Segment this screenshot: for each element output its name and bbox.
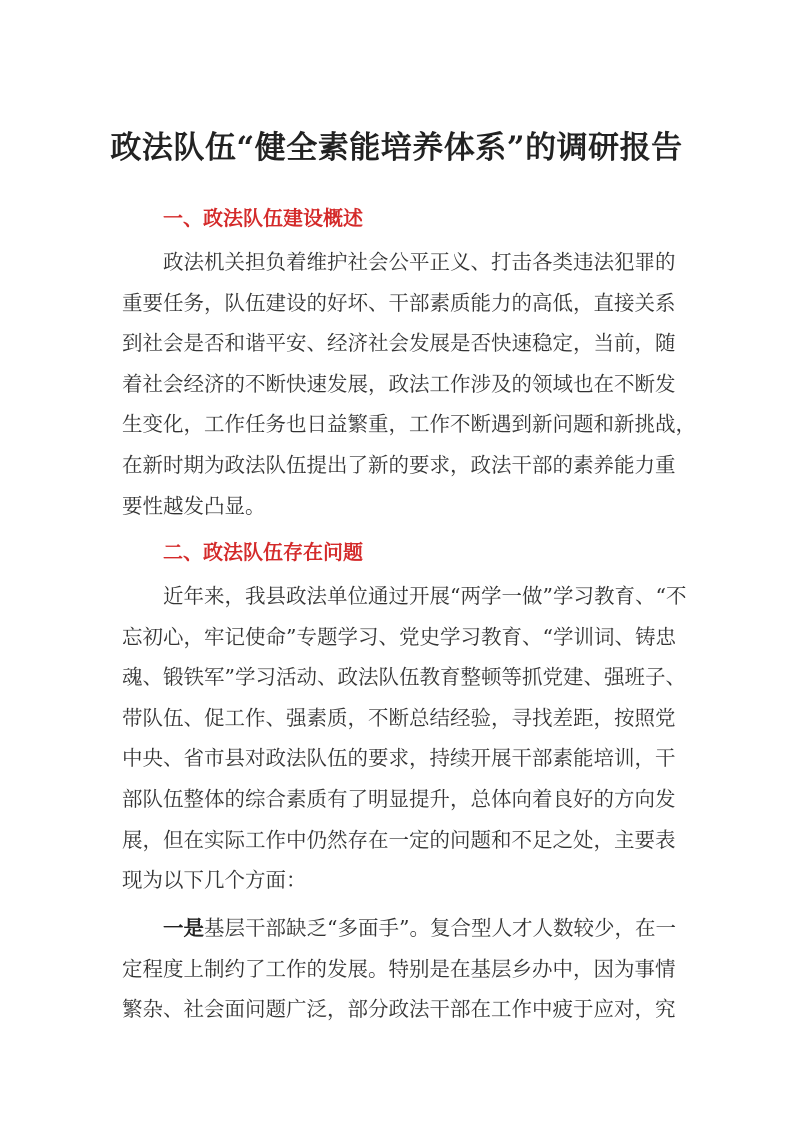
paragraph-line: 展，但在实际工作中仍然存在一定的问题和不足之处，主要表 [122, 827, 676, 852]
document-title: 政法队伍“健全素能培养体系”的调研报告 [110, 130, 683, 166]
paragraph-line: 近年来，我县政法单位通过开展“两学一做”学习教育、“不 [163, 584, 687, 608]
paragraph-line: 繁杂、社会面问题广泛，部分政法干部在工作中疲于应对，究 [122, 997, 676, 1022]
paragraph-line: 忘初心，牢记使命”专题学习、党史学习教育、“学训词、铸忠 [122, 624, 676, 649]
paragraph-line: 政法机关担负着维护社会公平正义、打击各类违法犯罪的 [163, 250, 676, 274]
paragraph-line: 魂、锻铁军”学习活动、政法队伍教育整顿等抓党建、强班子、 [122, 665, 686, 690]
paragraph-line: 生变化，工作任务也日益繁重，工作不断遇到新问题和新挑战， [122, 412, 696, 437]
paragraph-line: 在新时期为政法队伍提出了新的要求，政法干部的素养能力重 [122, 452, 676, 477]
paragraph-problems-intro [122, 576, 687, 901]
paragraph-line: 重要任务，队伍建设的好坏、干部素质能力的高低，直接关系 [122, 290, 676, 315]
section-heading-problems: 二、政法队伍存在问题 [163, 540, 363, 564]
paragraph-line: 带队伍、促工作、强素质，不断总结经验，寻找差距，按照党 [122, 705, 676, 730]
paragraph-line: 要性越发凸显。 [122, 493, 266, 518]
paragraph-line: 中央、省市县对政法队伍的要求，持续开展干部素能培训，干 [122, 746, 676, 771]
section-heading-overview: 一、政法队伍建设概述 [163, 206, 363, 230]
paragraph-line: 现为以下几个方面： [122, 868, 307, 893]
paragraph-line [122, 908, 674, 949]
paragraph-overview [122, 242, 696, 526]
paragraph-lead: 一是 [163, 916, 204, 940]
paragraph-line: 部队伍整体的综合素质有了明显提升，总体向着良好的方向发 [122, 786, 676, 811]
paragraph-line-text: 基层干部缺乏“多面手”。复合型人才人数较少，在一 [204, 916, 676, 940]
paragraph-problem-one [122, 908, 674, 1030]
paragraph-line: 着社会经济的不断快速发展，政法工作涉及的领域也在不断发 [122, 371, 676, 396]
paragraph-line: 定程度上制约了工作的发展。特别是在基层乡办中，因为事情 [122, 956, 676, 981]
paragraph-line: 到社会是否和谐平安、经济社会发展是否快速稳定，当前，随 [122, 331, 676, 356]
